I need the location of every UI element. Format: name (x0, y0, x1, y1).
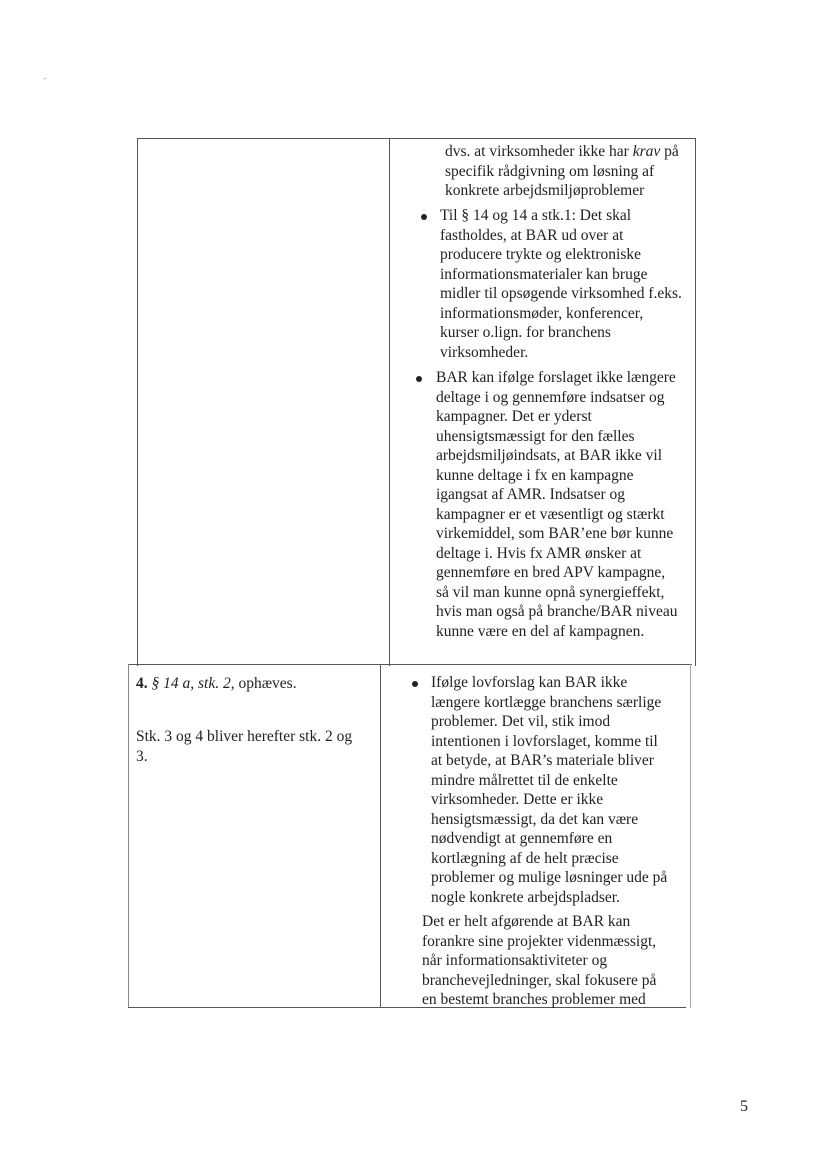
bullet-line: midler til opsøgende virksomhed f.eks. (440, 285, 682, 302)
bullet-line: problemer og mulige løsninger ude på (431, 869, 668, 886)
continuation-line-1: dvs. at virksomheder ikke har krav på (445, 143, 679, 160)
note-line: Stk. 3 og 4 bliver herefter stk. 2 og (136, 728, 353, 745)
bullet-line: informationsmaterialer kan bruge (440, 265, 648, 283)
bullet-line: mindre målrettet til de enkelte (431, 771, 618, 789)
table-row-divider (128, 664, 692, 665)
paragraph-reference: § 14 a, stk. 2, (151, 675, 235, 692)
bullet-line: kunne deltage i fx en kampagne (436, 466, 634, 484)
paragraph-line: når informationsaktiviteter og (422, 952, 608, 969)
heading-action: ophæves. (238, 675, 297, 692)
bullet-line: problemer. Det vil, stik imod (431, 713, 611, 730)
page-number: 5 (740, 1098, 748, 1115)
bullet-line: informationsmøder, konferencer, (440, 304, 644, 322)
bullet-line: igangsat af AMR. Indsatser og (436, 486, 625, 503)
bullet-icon (421, 214, 427, 220)
row1-bullet-2 (436, 368, 677, 641)
bullet-line: kortlægning af de helt præcise (431, 849, 619, 867)
scan-speck (44, 78, 46, 79)
paragraph-line: Det er helt afgørende at BAR kan (422, 913, 631, 930)
row2-right-paragraph (422, 912, 656, 1010)
row1-bullet-1 (440, 206, 682, 362)
bullet-line: at betyde, at BAR’s materiale bliver (431, 752, 654, 769)
bullet-line: nogle konkrete arbejdspladser. (431, 888, 620, 906)
row1-right-continuation (445, 142, 679, 201)
row2-left-heading (136, 674, 297, 694)
bullet-line: BAR kan ifølge forslaget ikke længere (436, 369, 676, 386)
bullet-line: så vil man kunne opnå synergieffekt, (436, 583, 665, 601)
bullet-line: uhensigtsmæssigt for den fælles (436, 427, 635, 445)
bullet-icon (412, 681, 418, 687)
bullet-line: Til § 14 og 14 a stk.1: Det skal (440, 207, 632, 224)
bullet-line: fastholdes, at BAR ud over at (440, 226, 624, 244)
bullet-line: deltage i og gennemføre indsatser og (436, 388, 665, 406)
continuation-line-2: specifik rådgivning om løsning af (445, 162, 655, 180)
bullet-line: kampagner er et væsentligt og stærkt (436, 505, 665, 523)
bullet-line: intentionen i lovforslaget, komme til (431, 732, 658, 750)
bullet-line: producere trykte og elektroniske (440, 246, 641, 263)
bullet-line: kampagner. Det er yderst (436, 408, 592, 425)
table-column-divider-upper (389, 138, 390, 666)
row2-left-note (136, 727, 352, 766)
table-border-top (137, 138, 696, 139)
paragraph-line: en bestemt branches problemer med (422, 991, 646, 1008)
note-line: 3. (136, 747, 148, 765)
table-border-right-lower (690, 664, 691, 1008)
table-border-left-lower (128, 664, 129, 1008)
bullet-line: gennemføre en bred APV kampagne, (436, 564, 666, 581)
bullet-line: kurser o.lign. for branchens (440, 324, 611, 341)
bullet-line: længere kortlægge branchens særlige (431, 693, 662, 711)
paragraph-line: branchevejledninger, skal fokusere på (422, 971, 657, 989)
bullet-line: kunne være en del af kampagnen. (436, 622, 645, 640)
table-border-left-upper (137, 138, 138, 666)
bullet-line: hvis man også på branche/BAR niveau (436, 603, 678, 620)
table-column-divider-lower (380, 664, 381, 1008)
section-number: 4. (136, 675, 148, 692)
bullet-line: virksomheder. Dette er ikke (431, 791, 604, 808)
bullet-line: hensigtsmæssigt, da det kan være (431, 810, 639, 828)
bullet-line: nødvendigt at gennemføre en (431, 830, 613, 847)
bullet-line: arbejdsmiljøindsats, at BAR ikke vil (436, 447, 663, 464)
table-border-right-upper (695, 138, 696, 666)
bullet-line: deltage i. Hvis fx AMR ønsker at (436, 544, 642, 562)
continuation-line-3: konkrete arbejdsmiljøproblemer (445, 182, 645, 199)
bullet-icon (416, 376, 422, 382)
bullet-line: Ifølge lovforslag kan BAR ikke (431, 674, 628, 691)
bullet-line: virkemiddel, som BAR’ene bør kunne (436, 525, 674, 542)
bullet-line: virksomheder. (440, 343, 529, 361)
row2-bullet-1 (431, 673, 667, 907)
paragraph-line: forankre sine projekter videnmæssigt, (422, 932, 657, 950)
